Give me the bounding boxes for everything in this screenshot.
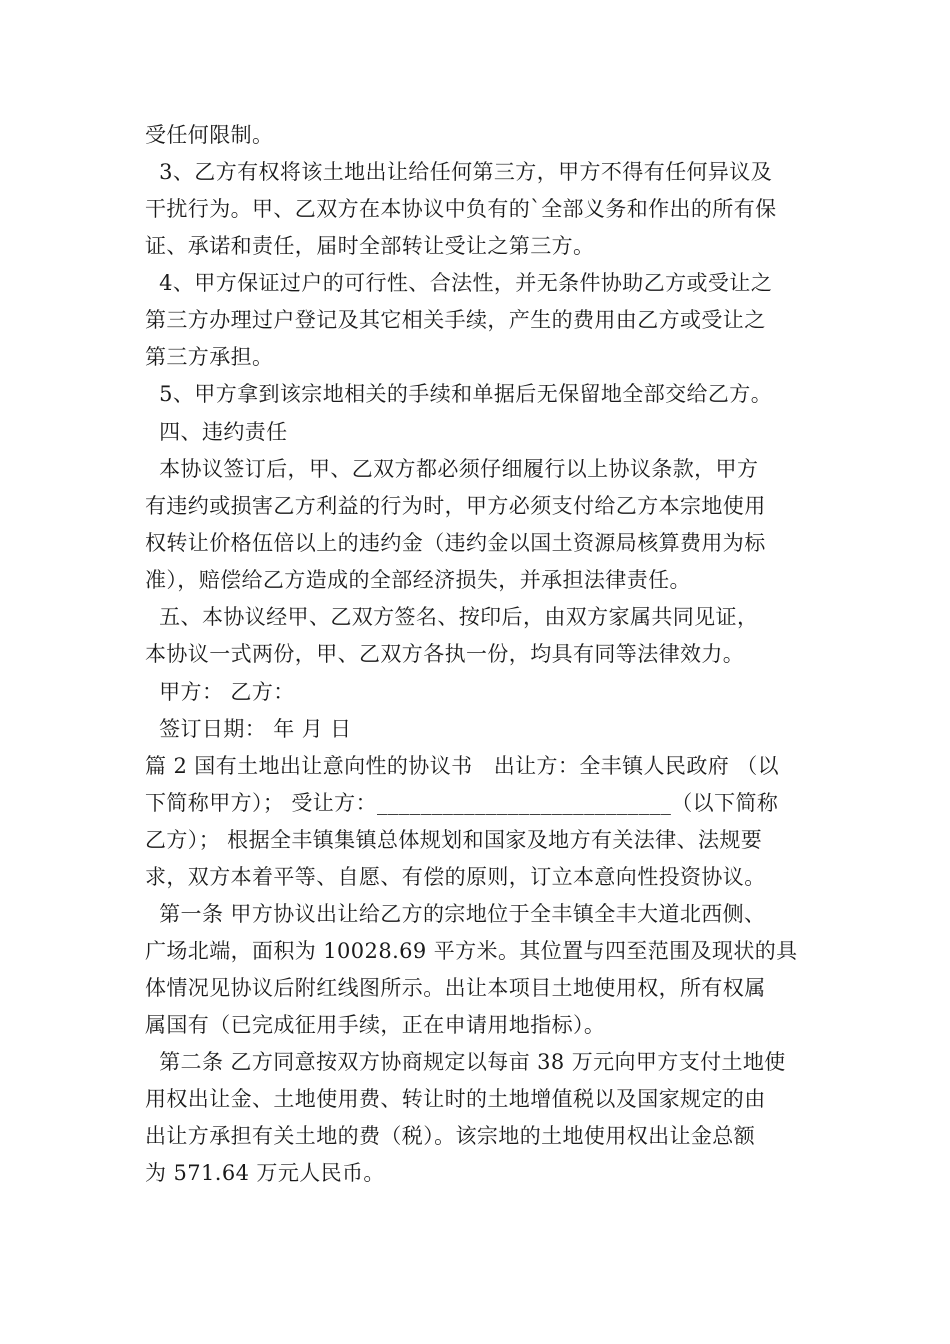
text-line: 3、乙方有权将该土地出让给任何第三方，甲方不得有任何异议及 (145, 160, 773, 184)
section-heading: 四、违约责任 (145, 420, 288, 444)
text-line: 第三方办理过户登记及其它相关手续，产生的费用由乙方或受让之 (145, 308, 766, 332)
text-line: 证、承诺和责任，届时全部转让受让之第三方。 (145, 234, 595, 258)
text-line: 第一条 甲方协议出让给乙方的宗地位于全丰镇全丰大道北西侧、 (145, 902, 766, 926)
text-line: 干扰行为。甲、乙双方在本协议中负有的`全部义务和作出的所有保 (145, 197, 777, 221)
text-line: 下简称甲方）； 受让方：___________________________（以下简称 (145, 791, 779, 815)
text-line: 第二条 乙方同意按双方协商规定以每亩 38 万元向甲方支付土地使 (145, 1050, 786, 1074)
text-line: 五、本协议经甲、乙双方签名、按印后，由双方家属共同见证， (145, 605, 759, 629)
text-line: 第三方承担。 (145, 345, 274, 369)
text-line: 乙方）； 根据全丰镇集镇总体规划和国家及地方有关法律、法规要 (145, 828, 763, 852)
text-line: 准），赔偿给乙方造成的全部经济损失，并承担法律责任。 (145, 568, 691, 592)
text-line: 有违约或损害乙方利益的行为时，甲方必须支付给乙方本宗地使用 (145, 494, 766, 518)
text-line: 体情况见协议后附红线图所示。出让本项目土地使用权，所有权属 (145, 976, 766, 1000)
text-line: 权转让价格伍倍以上的违约金（违约金以国土资源局核算费用为标 (145, 531, 766, 555)
text-line: 本协议一式两份，甲、乙双方各执一份，均具有同等法律效力。 (145, 642, 745, 666)
text-line: 4、甲方保证过户的可行性、合法性，并无条件协助乙方或受让之 (145, 271, 773, 295)
text-line: 用权出让金、土地使用费、转让时的土地增值税以及国家规定的由 (145, 1087, 766, 1111)
text-line: 为 571.64 万元人民币。 (145, 1161, 385, 1185)
text-line: 广场北端，面积为 10028.69 平方米。其位置与四至范围及现状的具 (145, 939, 798, 963)
text-line: 受任何限制。 (145, 123, 274, 147)
text-line: 属国有（已完成征用手续，正在申请用地指标）。 (145, 1013, 606, 1037)
text-line: 求，双方本着平等、自愿、有偿的原则，订立本意向性投资协议。 (145, 865, 766, 889)
text-line: 出让方承担有关土地的费（税）。该宗地的土地使用权出让金总额 (145, 1124, 756, 1148)
text-line: 篇 2 国有土地出让意向性的协议书 出让方：全丰镇人民政府 （以 (145, 754, 780, 778)
text-line: 5、甲方拿到该宗地相关的手续和单据后无保留地全部交给乙方。 (145, 382, 773, 406)
date-line: 签订日期： 年 月 日 (145, 717, 352, 741)
text-line: 本协议签订后，甲、乙双方都必须仔细履行以上协议条款，甲方 (145, 457, 759, 481)
signature-line: 甲方： 乙方： (145, 680, 295, 704)
